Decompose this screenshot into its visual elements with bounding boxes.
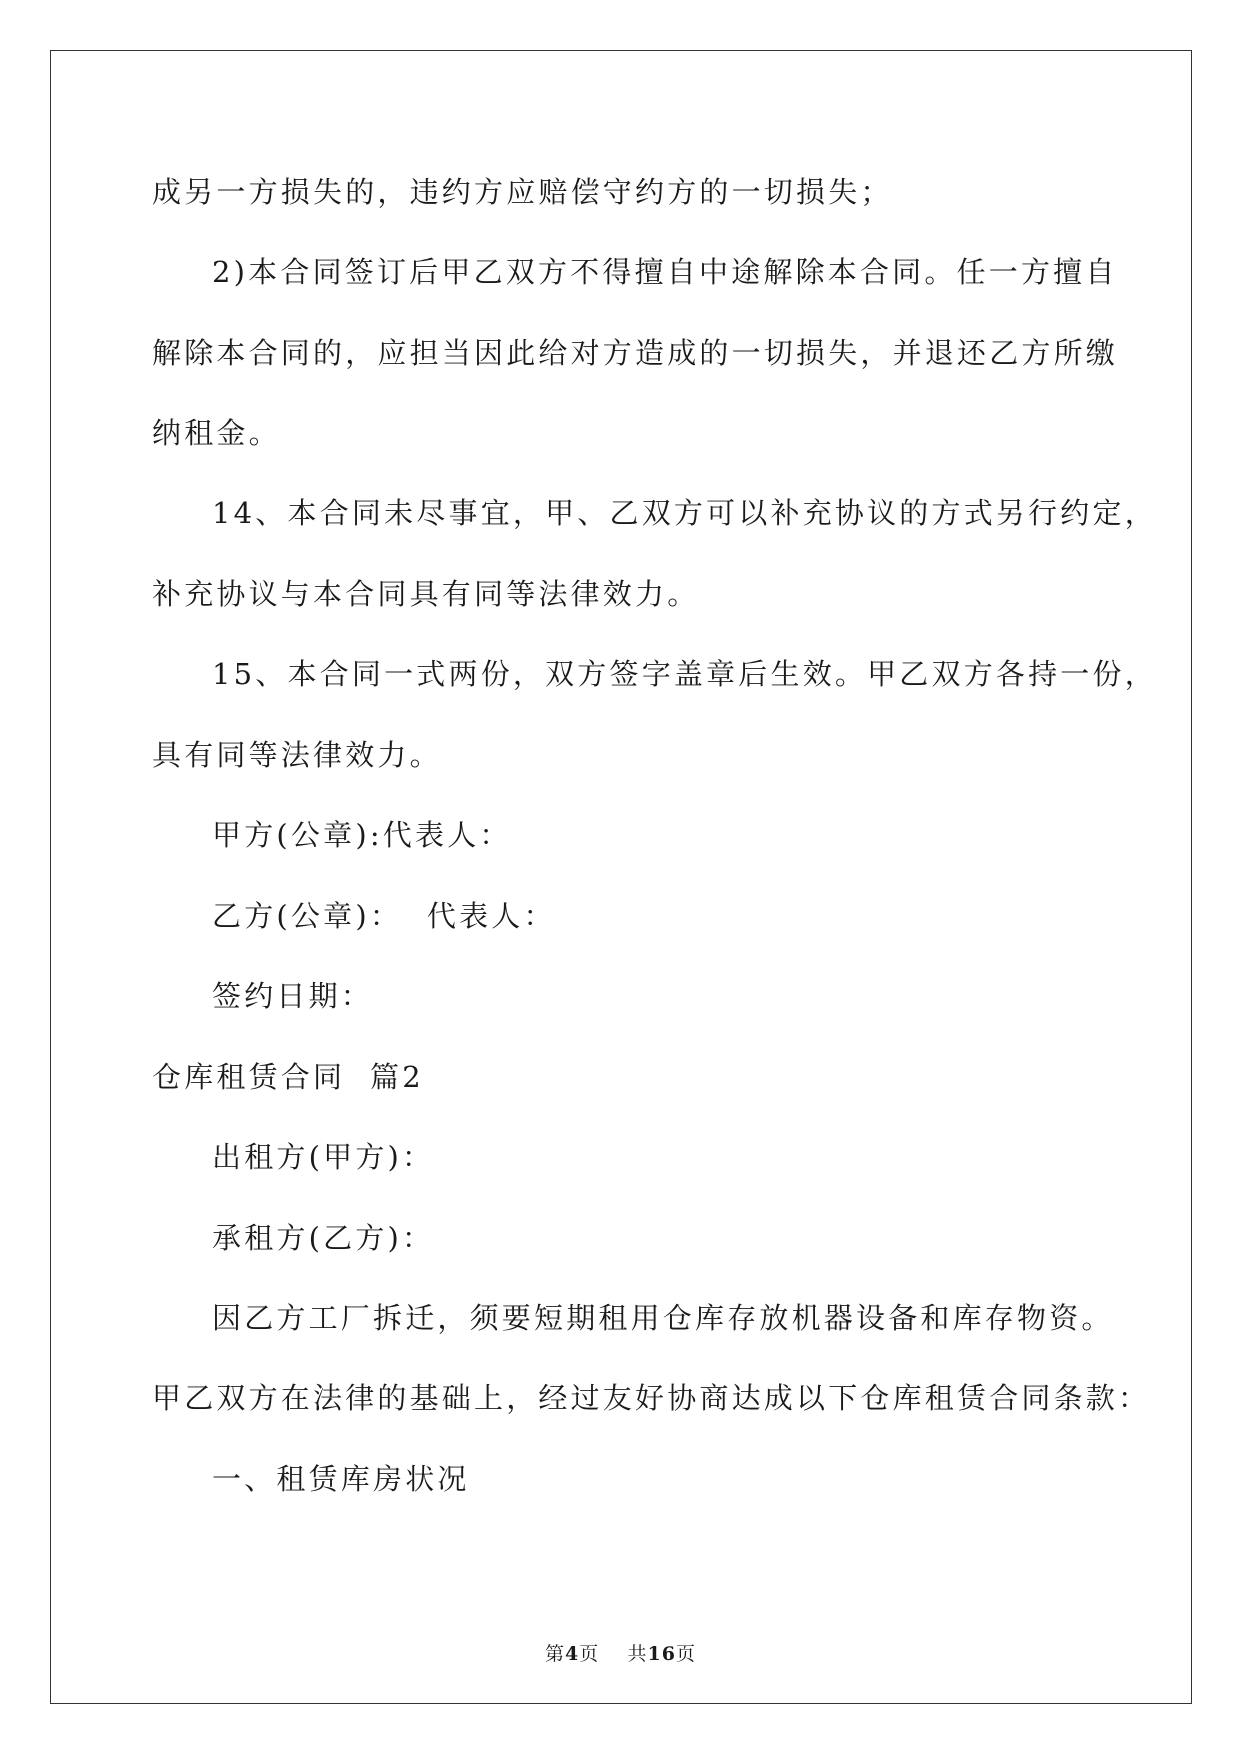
lessee-line: 承租方(乙方)： [212,1221,435,1255]
body-text-line: 成另一方损失的，违约方应赔偿守约方的一切损失； [152,175,893,209]
body-text-line: 15、本合同一式两份，双方签字盖章后生效。甲乙双方各持一份， [212,657,1157,691]
body-text-line: 14、本合同未尽事宜，甲、乙双方可以补充协议的方式另行约定， [212,496,1157,530]
clause-heading: 一、租赁库房状况 [212,1462,470,1496]
total-suffix: 页 [675,1643,696,1665]
body-text-line: 补充协议与本合同具有同等法律效力。 [152,577,700,611]
page-footer [0,1642,1241,1666]
body-text-line: 2)本合同签订后甲乙双方不得擅自中途解除本合同。任一方擅自 [212,255,1118,289]
party-b-signature-line: 乙方(公章)： 代表人： [212,899,556,933]
body-text-line: 具有同等法律效力。 [152,738,442,772]
page-border [50,50,1192,1704]
signing-date-line: 签约日期： [212,979,374,1013]
total-pages: 16 [647,1643,676,1665]
page-prefix: 第 [545,1643,566,1665]
body-text-line: 因乙方工厂拆迁，须要短期租用仓库存放机器设备和库存物资。 [212,1301,1114,1335]
total-prefix: 共 [627,1643,648,1665]
body-text-line: 解除本合同的，应担当因此给对方造成的一切损失，并退还乙方所缴 [152,336,1119,370]
lessor-line: 出租方(甲方)： [212,1140,435,1174]
body-text-line: 纳租金。 [152,416,281,450]
party-a-signature-line: 甲方(公章):代表人： [212,818,512,852]
page-number: 4 [565,1643,580,1665]
section-heading: 仓库租赁合同 篇2 [152,1060,424,1094]
body-text-line: 甲乙双方在法律的基础上，经过友好协商达成以下仓库租赁合同条款： [152,1381,1151,1415]
page-suffix: 页 [579,1643,600,1665]
